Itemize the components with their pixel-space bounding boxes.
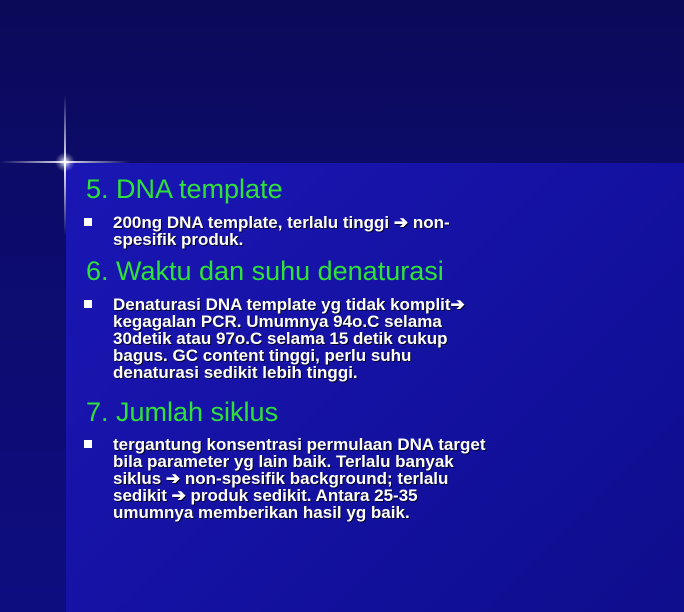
bullet-text <box>113 296 553 381</box>
square-bullet-icon <box>84 218 92 226</box>
bullet-line: denaturasi sedikit lebih tinggi. <box>113 363 358 382</box>
bullet-line: bagus. GC content tinggi, perlu suhu <box>113 346 412 365</box>
bullet-line: spesifik produk. <box>113 230 244 249</box>
bullet-line: siklus ➔ non-spesifik background; terlalu <box>113 469 449 488</box>
section-heading-denaturasi: 6. Waktu dan suhu denaturasi <box>86 256 444 286</box>
section-heading-dna-template: 5. DNA template <box>86 174 283 204</box>
bullet-line: bila parameter yg lain baik. Terlalu banyak <box>113 452 454 471</box>
bullet-line: tergantung konsentrasi permulaan DNA target <box>113 435 486 454</box>
flare-glow-icon <box>55 152 75 172</box>
bullet-line: sedikit ➔ produk sedikit. Antara 25-35 <box>113 486 418 505</box>
bullet-line: 30detik atau 97o.C selama 15 detik cukup <box>113 329 448 348</box>
square-bullet-icon <box>84 440 92 448</box>
bullet-line: 200ng DNA template, terlalu tinggi ➔ non- <box>113 213 450 232</box>
bullet-text <box>113 436 553 521</box>
square-bullet-icon <box>84 300 92 308</box>
bullet-line: kegagalan PCR. Umumnya 94o.C selama <box>113 312 442 331</box>
bullet-text <box>113 214 553 248</box>
bullet-line: Denaturasi DNA template yg tidak komplit➔ <box>113 295 465 314</box>
bullet-line: umumnya memberikan hasil yg baik. <box>113 503 410 522</box>
slide-background-top <box>0 0 684 163</box>
section-heading-jumlah-siklus: 7. Jumlah siklus <box>86 397 279 427</box>
slide-background-left <box>0 163 66 612</box>
